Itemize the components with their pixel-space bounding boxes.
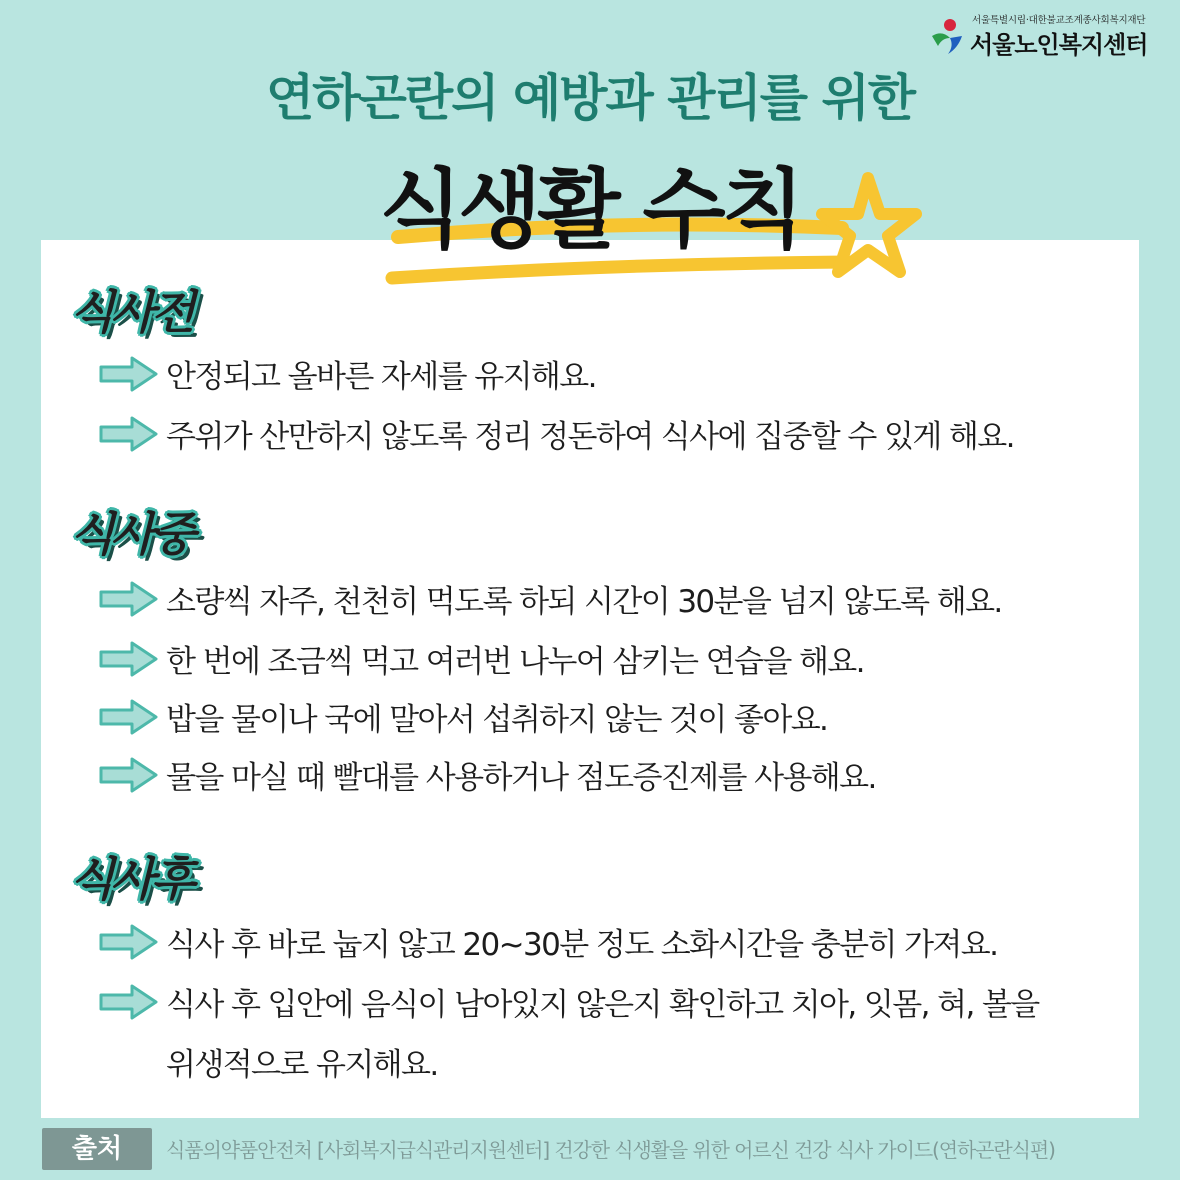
list-item: [98, 409, 1148, 459]
page-subtitle: 연하곤란의 예방과 관리를 위한: [265, 69, 915, 127]
arrow-right-icon: [98, 756, 160, 794]
arrow-right-icon: [98, 698, 160, 736]
list-item: [98, 750, 1148, 800]
page-title: 식생활 수칙: [379, 160, 801, 260]
list-item: [98, 692, 1148, 742]
list-item-continuation: 위생적으로 유지해요.: [166, 1047, 438, 1083]
section-title-during-meal: 식사중: [70, 507, 192, 561]
list-item: [98, 977, 1148, 1027]
list-item-text: 물을 마실 때 빨대를 사용하거나 점도증진제를 사용해요.: [166, 760, 876, 796]
list-item-text: 밥을 물이나 국에 말아서 섭취하지 않는 것이 좋아요.: [166, 702, 828, 738]
source-badge: 출처: [42, 1128, 152, 1170]
arrow-right-icon: [98, 983, 160, 1021]
list-item-text: 식사 후 바로 눕지 않고 20~30분 정도 소화시간을 충분히 가져요.: [166, 927, 998, 963]
list-item-text: 안정되고 올바른 자세를 유지해요.: [166, 359, 596, 395]
list-item-text: 식사 후 입안에 음식이 남아있지 않은지 확인하고 치아, 잇몸, 혀, 볼을: [166, 987, 1039, 1023]
logo-name: 서울노인복지센터: [970, 31, 1148, 59]
arrow-right-icon: [98, 640, 160, 678]
arrow-right-icon: [98, 415, 160, 453]
list-item: [98, 917, 1148, 967]
section-title-before-meal: 식사전: [70, 285, 192, 339]
list-item: [98, 349, 1148, 399]
arrow-right-icon: [98, 580, 160, 618]
arrow-right-icon: [98, 923, 160, 961]
arrow-right-icon: [98, 355, 160, 393]
list-item-text: 주위가 산만하지 않도록 정리 정돈하여 식사에 집중할 수 있게 해요.: [166, 419, 1014, 455]
logo-subtitle: 서울특별시립·대한불교조계종사회복지재단: [972, 15, 1146, 26]
list-item-text: 한 번에 조금씩 먹고 여러번 나누어 삼키는 연습을 해요.: [166, 644, 864, 680]
list-item: [98, 634, 1148, 684]
list-item: [98, 574, 1148, 624]
list-item-text: 소량씩 자주, 천천히 먹도록 하되 시간이 30분을 넘지 않도록 해요.: [166, 584, 1002, 620]
source-citation: 식품의약품안전처 [사회복지급식관리지원센터] 건강한 식생활을 위한 어르신 건강 식사 가이드(연하곤란식편): [166, 1138, 1055, 1162]
section-title-after-meal: 식사후: [70, 852, 192, 906]
